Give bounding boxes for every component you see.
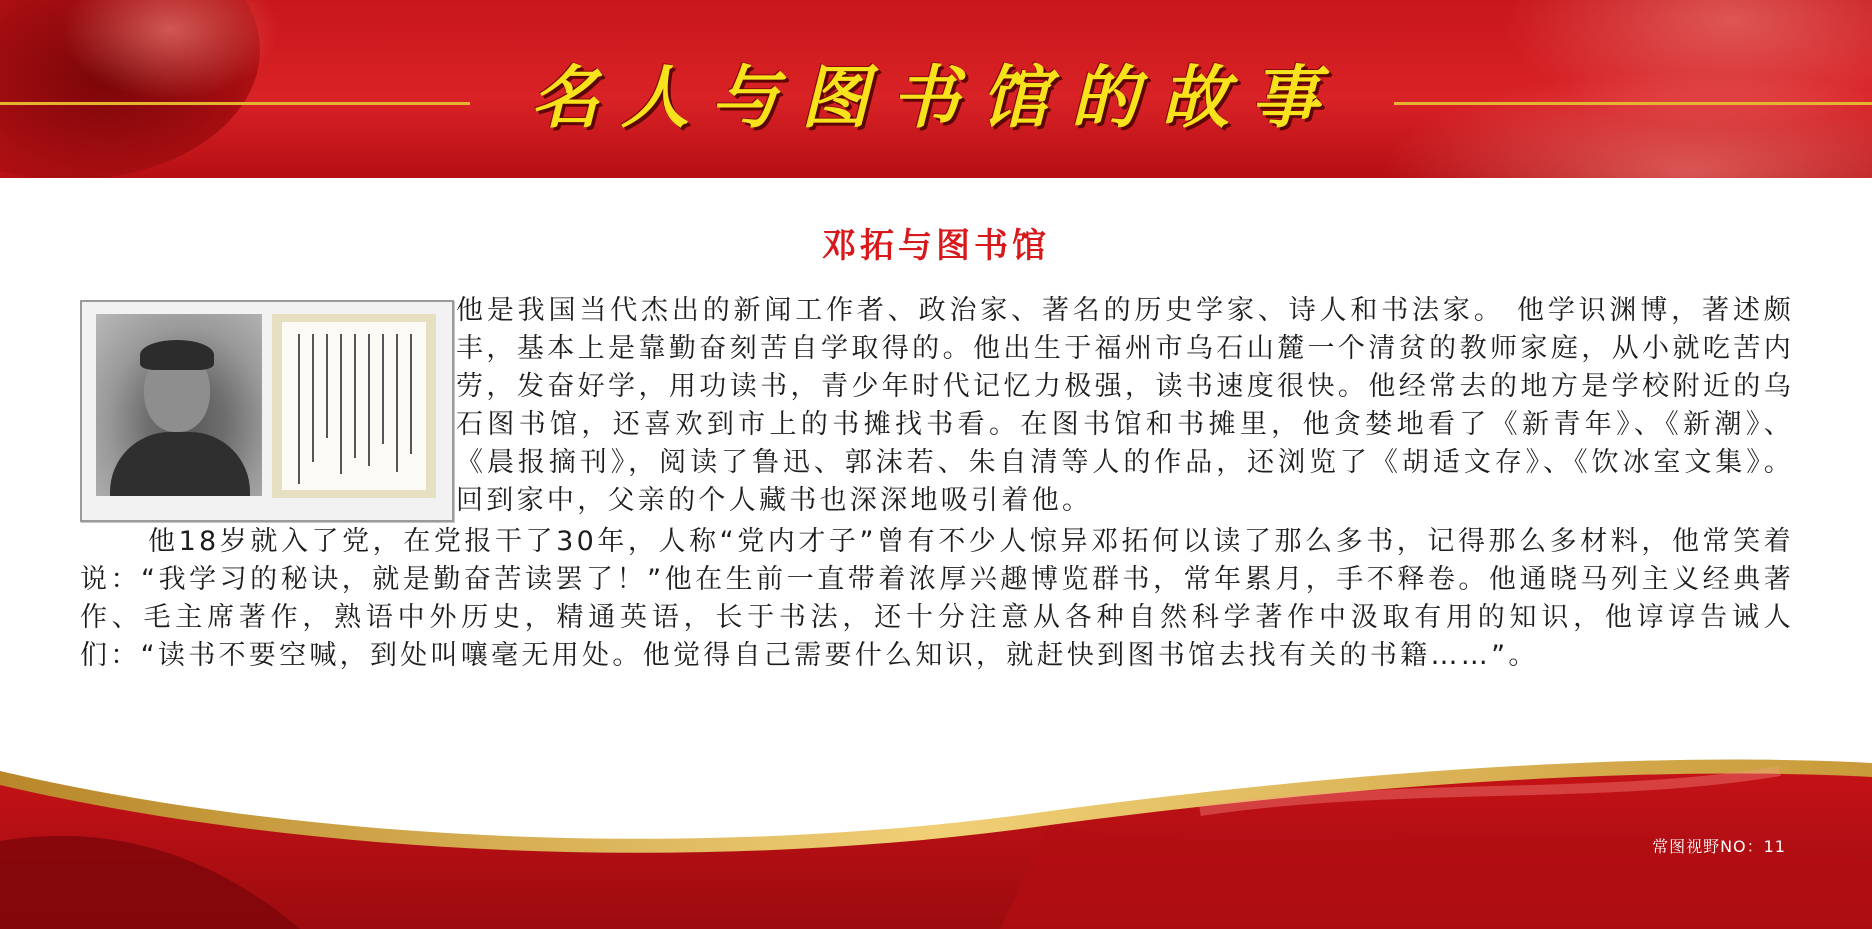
- page-title: 名人与图书馆的故事: [530, 58, 1341, 138]
- article-heading: 邓拓与图书馆: [822, 226, 1050, 266]
- footer-banner: [0, 741, 1872, 929]
- article-paragraph-1: 他是我国当代杰出的新闻工作者、政治家、著名的历史学家、诗人和书法家。 他学识渊博，著述颇丰，基本上是靠勤奋刻苦自学取得的。他出生于福州市乌石山麓一个清贫的教师家庭，从小就吃苦内劳，发奋好学，用功读书，青少年时代记忆力极强，读书速度很快。他经常去的地方是学校附近的乌石图书馆，还喜欢到市上的书摊找书看。在图书馆和书摊里，他贪婪地看了《新青年》、《新潮》、《晨报摘刊》，阅读了鲁迅、郭沫若、朱自清等人的作品，还浏览了《胡适文存》、《饮冰室文集》。回到家中，父亲的个人藏书也深深地吸引着他。: [456, 295, 1794, 516]
- article-body: [80, 292, 1794, 675]
- footer-wave-decoration: [0, 741, 1872, 929]
- article-paragraph-2: 他18岁就入了党，在党报干了30年，人称“党内才子”曾有不少人惊异邓拓何以读了那么多书，记得那么多材料，他常笑着说：“我学习的秘诀，就是勤奋苦读罢了！”他在生前一直带着浓厚兴趣博览群书，常年累月，手不释卷。他通晓马列主义经典著作、毛主席著作，熟语中外历史，精通英语，长于书法，还十分注意从各种自然科学著作中汲取有用的知识，他谆谆告诫人们：“读书不要空喊，到处叫嚷毫无用处。他觉得自己需要什么知识，就赶快到图书馆去找有关的书籍……”。: [80, 526, 1794, 671]
- header-banner: [0, 0, 1872, 178]
- page-code: 常图视野NO：11: [1652, 837, 1786, 856]
